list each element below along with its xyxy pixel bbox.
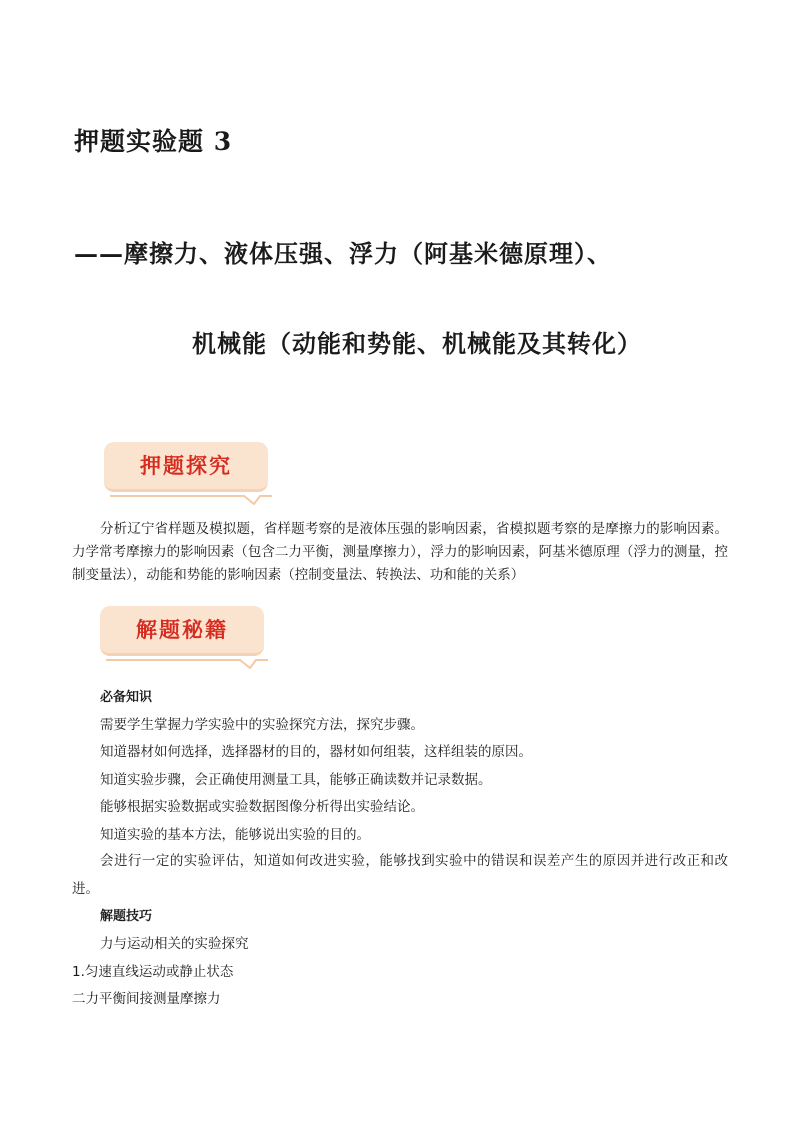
knowledge-item: 会进行一定的实验评估，知道如何改进实验，能够找到实验中的错误和误差产生的原因并进行改正和改进。	[72, 853, 728, 897]
badge-label: 押题探究	[140, 454, 232, 478]
badge-label: 解题秘籍	[136, 618, 228, 642]
explore-paragraph: 分析辽宁省样题及模拟题，省样题考察的是液体压强的影响因素，省模拟题考察的是摩擦力的影响因素。力学常考摩擦力的影响因素（包含二力平衡，测量摩擦力），浮力的影响因素，阿基米德原理（浮力的测量，控制变量法），动能和势能的影响因素（控制变量法、转换法、功和能的关系）	[72, 521, 728, 583]
badge-tail-decoration	[104, 494, 276, 506]
tips-heading: 解题技巧	[100, 909, 153, 924]
knowledge-item: 能够根据实验数据或实验数据图像分析得出实验结论。	[100, 799, 424, 815]
page-subtitle-line-2: 机械能（动能和势能、机械能及其转化）	[192, 329, 642, 358]
knowledge-heading: 必备知识	[100, 690, 153, 705]
knowledge-item: 知道实验步骤，会正确使用测量工具，能够正确读数并记录数据。	[100, 772, 492, 788]
knowledge-item: 知道实验的基本方法，能够说出实验的目的。	[100, 827, 370, 843]
section-badge-explore	[104, 442, 276, 504]
page-subtitle-line-1: ——摩擦力、液体压强、浮力（阿基米德原理）、	[74, 239, 612, 268]
tips-item: 二力平衡间接测量摩擦力	[72, 991, 221, 1007]
page-title: 押题实验题 3	[74, 127, 233, 156]
badge-tail-decoration	[100, 658, 272, 670]
knowledge-item: 知道器材如何选择，选择器材的目的，器材如何组装，这样组装的原因。	[100, 744, 532, 760]
knowledge-item: 需要学生掌握力学实验中的实验探究方法，探究步骤。	[100, 717, 424, 733]
tips-item: 1.匀速直线运动或静止状态	[72, 964, 234, 980]
tips-item: 力与运动相关的实验探究	[100, 936, 249, 952]
section-badge-secrets	[100, 606, 272, 668]
